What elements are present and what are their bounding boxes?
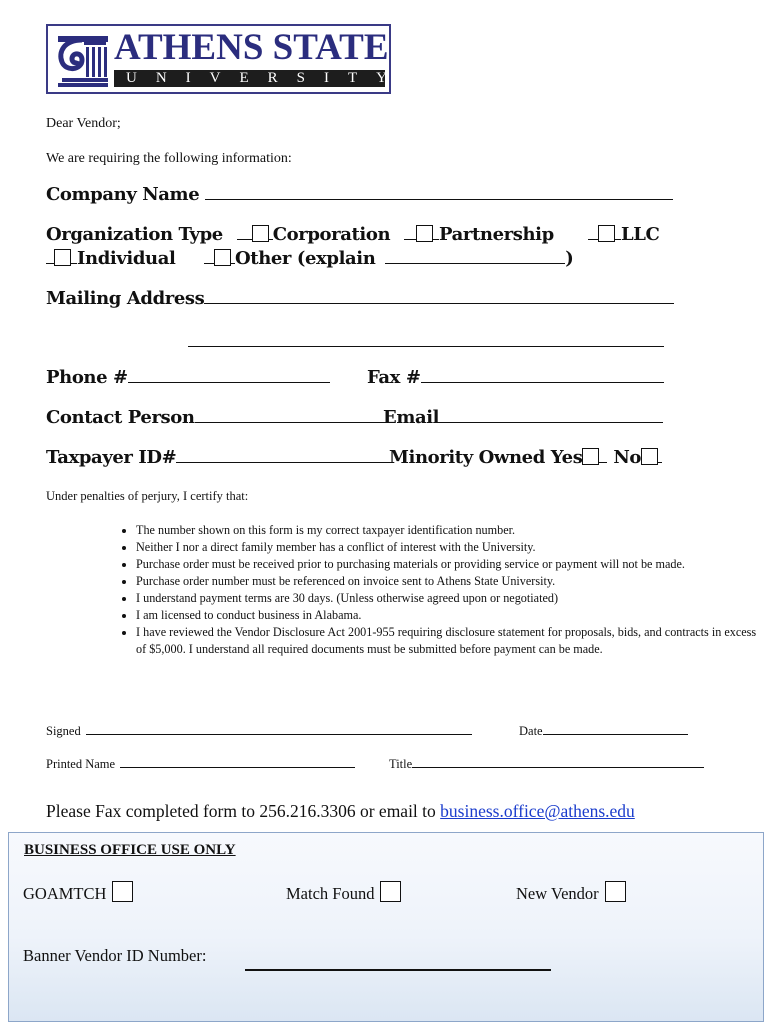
- other-label: Other (explain: [235, 248, 376, 269]
- banner-id-row: [23, 946, 206, 966]
- logo-subtitle: UNIVERSITY: [114, 70, 385, 87]
- business-office-email-link[interactable]: business.office@athens.edu: [440, 801, 635, 821]
- partnership-checkbox[interactable]: [416, 225, 433, 242]
- underline: [237, 225, 252, 240]
- company-name-label: Company Name: [46, 184, 200, 205]
- organization-type-row: [46, 224, 390, 245]
- phone-label: Phone #: [46, 367, 128, 388]
- individual-checkbox[interactable]: [54, 249, 71, 266]
- contact-person-row: [46, 407, 388, 428]
- individual-label: Individual: [77, 248, 176, 269]
- other-option: [204, 248, 573, 269]
- phone-field[interactable]: [128, 368, 330, 383]
- company-name-row: [46, 184, 673, 205]
- underline: [658, 448, 662, 463]
- new-vendor-checkbox[interactable]: [605, 881, 626, 902]
- other-explain-field[interactable]: [385, 249, 565, 264]
- printed-name-row: [46, 756, 355, 772]
- minority-owned-label: Minority Owned Yes: [389, 447, 583, 468]
- printed-name-label: Printed Name: [46, 757, 116, 771]
- mailing-address-row: [46, 288, 674, 309]
- new-vendor-label: New Vendor: [516, 884, 599, 903]
- column-scroll-icon: [52, 30, 110, 88]
- company-name-field[interactable]: [205, 185, 673, 200]
- university-logo: [46, 24, 406, 94]
- fax-field[interactable]: [421, 368, 664, 383]
- underline: [204, 249, 214, 264]
- goamtch-checkbox[interactable]: [112, 881, 133, 902]
- match-found-row: [286, 881, 401, 904]
- date-field[interactable]: [543, 723, 688, 735]
- underline: [588, 225, 598, 240]
- minority-owned-row: [389, 447, 662, 468]
- fax-row: [367, 367, 664, 388]
- llc-label: LLC: [621, 224, 660, 245]
- match-found-checkbox[interactable]: [380, 881, 401, 902]
- signed-row: [46, 723, 472, 739]
- title-field[interactable]: [412, 756, 704, 768]
- banner-id-label: Banner Vendor ID Number:: [23, 946, 207, 965]
- llc-checkbox[interactable]: [598, 225, 615, 242]
- intro-text: We are requiring the following information:: [46, 151, 292, 166]
- salutation: Dear Vendor;: [46, 116, 121, 131]
- printed-name-field[interactable]: [120, 756, 355, 768]
- certification-item: • Neither I nor a direct family member has a conflict of interest with the University.: [136, 539, 761, 556]
- certification-item: • The number shown on this form is my correct taxpayer identification number.: [136, 522, 761, 539]
- goamtch-row: [23, 881, 133, 904]
- logo-wordmark: ATHENS STATE: [114, 27, 389, 68]
- title-row: [389, 756, 704, 772]
- fax-instructions: [46, 801, 635, 822]
- certification-item: • Purchase order number must be referenced on invoice sent to Athens State University.: [136, 573, 761, 590]
- title-label: Title: [389, 757, 413, 771]
- other-close-paren: ): [565, 248, 574, 269]
- corporation-checkbox[interactable]: [252, 225, 269, 242]
- minority-no-checkbox[interactable]: [641, 448, 658, 465]
- taxpayer-id-label: Taxpayer ID#: [46, 447, 177, 468]
- fax-instructions-text: Please Fax completed form to 256.216.3306 or email to: [46, 801, 436, 821]
- underline: [404, 225, 416, 240]
- corporation-label: Corporation: [272, 224, 391, 245]
- email-row: [383, 407, 663, 428]
- phone-row: [46, 367, 330, 388]
- certify-intro: Under penalties of perjury, I certify that:: [46, 489, 249, 503]
- fax-label: Fax #: [367, 367, 421, 388]
- certification-item: • I am licensed to conduct business in Alabama.: [136, 607, 761, 624]
- signature-field[interactable]: [86, 723, 472, 735]
- certification-item: • I understand payment terms are 30 days. (Unless otherwise agreed upon or negotiated): [136, 590, 761, 607]
- new-vendor-row: [516, 881, 626, 904]
- llc-option: [588, 224, 659, 245]
- partnership-label: Partnership: [439, 224, 554, 245]
- date-row: [519, 723, 688, 739]
- partnership-option: [404, 224, 554, 245]
- underline: [599, 448, 607, 463]
- mailing-address-field[interactable]: [204, 289, 674, 304]
- certification-item: • I have reviewed the Vendor Disclosure Act 2001-955 requiring disclosure statement for proposals, bids, and contracts in excess of $5,000. I understand all required documents must be submitted before payment can be made.: [136, 624, 761, 658]
- date-label: Date: [519, 724, 543, 738]
- minority-yes-checkbox[interactable]: [582, 448, 599, 465]
- business-office-panel: [8, 832, 764, 1022]
- match-found-label: Match Found: [286, 884, 375, 903]
- other-checkbox[interactable]: [214, 249, 231, 266]
- organization-type-label: Organization Type: [46, 224, 223, 245]
- email-field[interactable]: [439, 408, 663, 423]
- underline: [46, 249, 54, 264]
- contact-person-field[interactable]: [195, 408, 388, 423]
- signed-label: Signed: [46, 724, 81, 738]
- taxpayer-id-field[interactable]: [176, 448, 391, 463]
- email-label: Email: [383, 407, 440, 428]
- certification-list: [108, 522, 761, 658]
- individual-option: [46, 248, 175, 269]
- business-office-header: BUSINESS OFFICE USE ONLY: [24, 842, 236, 858]
- banner-id-field[interactable]: [245, 969, 551, 971]
- contact-person-label: Contact Person: [46, 407, 195, 428]
- minority-no-label: No: [613, 447, 642, 468]
- mailing-address-field-line2[interactable]: [188, 346, 664, 347]
- certification-item: • Purchase order must be received prior to purchasing materials or providing service or payment will not be made.: [136, 556, 761, 573]
- mailing-address-label: Mailing Address: [46, 288, 205, 309]
- taxpayer-id-row: [46, 447, 391, 468]
- goamtch-label: GOAMTCH: [23, 884, 107, 903]
